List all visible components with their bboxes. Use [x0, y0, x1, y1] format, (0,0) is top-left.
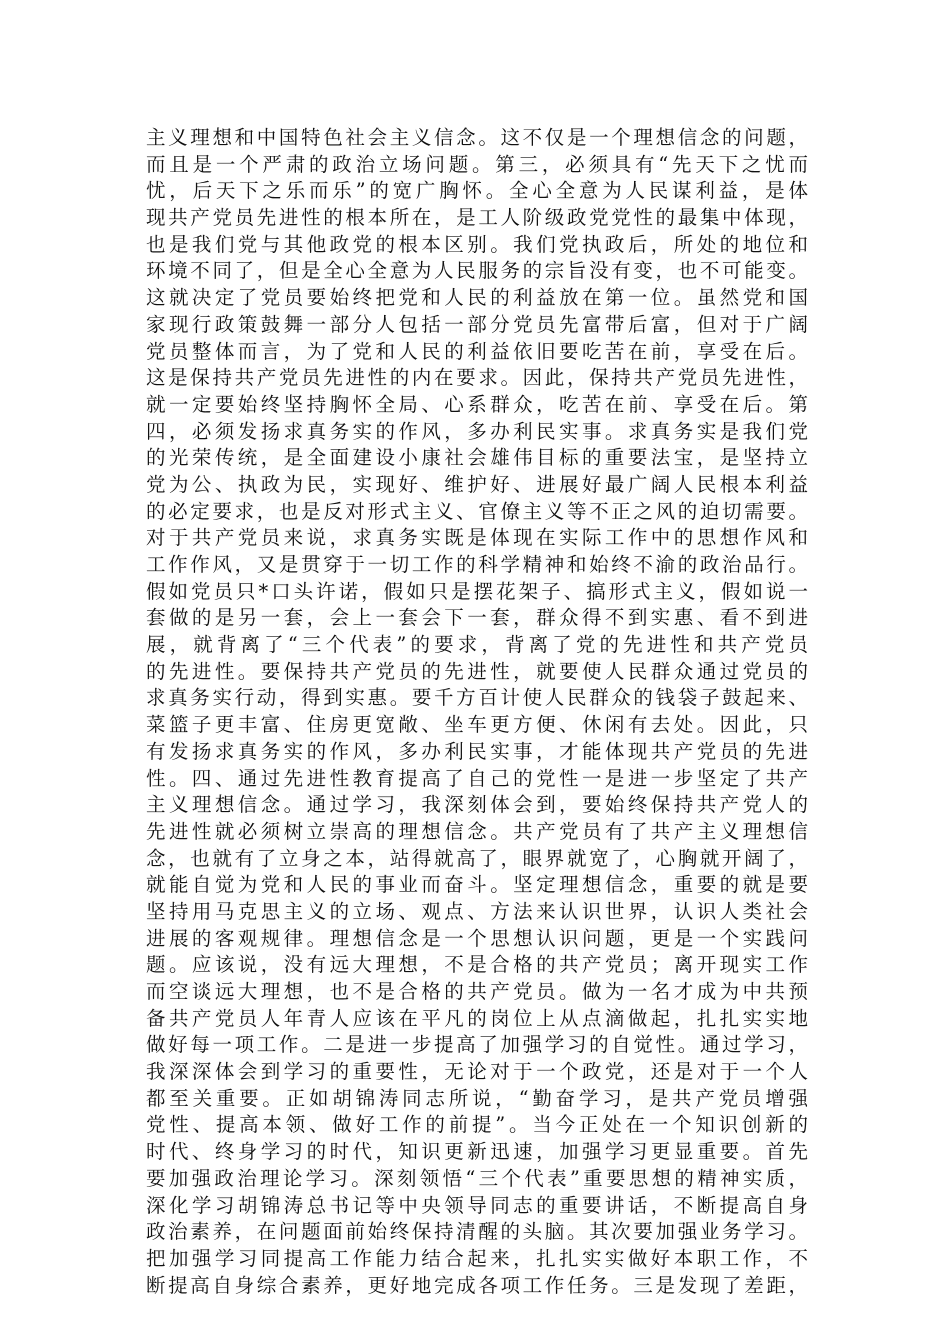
text-line: 坚持用马克思主义的立场、观点、方法来认识世界，认识人类社会: [146, 899, 808, 923]
text-line: 题。应该说，没有远大理想，不是合格的共产党员；离开现实工作: [146, 953, 808, 977]
text-line: 党员整体而言，为了党和人民的利益依旧要吃苦在前，享受在后。: [146, 339, 808, 363]
text-line: 做好每一项工作。二是进一步提高了加强学习的自觉性。通过学习，: [146, 1033, 808, 1057]
text-line: 的必定要求，也是反对形式主义、官僚主义等不正之风的迫切需要。: [146, 499, 808, 523]
text-line: 展，就背离了“三个代表”的要求，背离了党的先进性和共产党员: [146, 633, 808, 657]
text-line: 环境不同了，但是全心全意为人民服务的宗旨没有变，也不可能变。: [146, 259, 808, 283]
text-line: 这就决定了党员要始终把党和人民的利益放在第一位。虽然党和国: [146, 286, 808, 310]
text-line: 家现行政策鼓舞一部分人包括一部分党员先富带后富，但对于广阔: [146, 312, 808, 336]
text-line: 都至关重要。正如胡锦涛同志所说，“勤奋学习，是共产党员增强: [146, 1086, 808, 1110]
body-text: [146, 125, 808, 1299]
text-line: 而空谈远大理想，也不是合格的共产党员。做为一名才成为中共预: [146, 980, 808, 1003]
text-line: 把加强学习同提高工作能力结合起来，扎扎实实做好本职工作，不: [146, 1246, 808, 1270]
text-line: 忧，后天下之乐而乐”的宽广胸怀。全心全意为人民谋利益，是体: [146, 179, 808, 203]
text-line: 菜篮子更丰富、住房更宽敞、坐车更方便、休闲有去处。因此，只: [146, 713, 808, 737]
text-line: 现共产党员先进性的根本所在，是工人阶级政党党性的最集中体现，: [146, 206, 808, 230]
text-line: 有发扬求真务实的作风，多办利民实事，才能体现共产党员的先进: [146, 739, 808, 763]
text-line: 的先进性。要保持共产党员的先进性，就要使人民群众通过党员的: [146, 659, 808, 683]
text-line: 备共产党员人年青人应该在平凡的岗位上从点滴做起，扎扎实实地: [146, 1006, 808, 1030]
text-line: 就一定要始终坚持胸怀全局、心系群众，吃苦在前、享受在后。第: [146, 392, 808, 416]
text-line: 工作作风，又是贯穿于一切工作的科学精神和始终不渝的政治品行。: [146, 553, 808, 576]
text-line: 四，必须发扬求真务实的作风，多办利民实事。求真务实是我们党: [146, 419, 808, 443]
text-line: 先进性就必须树立崇高的理想信念。共产党员有了共产主义理想信: [146, 819, 808, 843]
text-line: 要加强政治理论学习。深刻领悟“三个代表”重要思想的精神实质，: [146, 1166, 808, 1190]
text-line: 进展的客观规律。理想信念是一个思想认识问题，更是一个实践问: [146, 926, 808, 950]
text-line: 党为公、执政为民，实现好、维护好、进展好最广阔人民根本利益: [146, 472, 808, 496]
text-line: 念，也就有了立身之本，站得就高了，眼界就宽了，心胸就开阔了，: [146, 846, 808, 870]
text-line: 就能自觉为党和人民的事业而奋斗。坚定理想信念，重要的就是要: [146, 873, 808, 897]
text-line: 而且是一个严肃的政治立场问题。第三，必须具有“先天下之忧而: [146, 152, 808, 176]
text-line: 主义理想信念。通过学习，我深刻体会到，要始终保持共产党人的: [146, 793, 808, 817]
text-line: 性。四、通过先进性教育提高了自己的党性一是进一步坚定了共产: [146, 766, 808, 790]
text-line: 套做的是另一套，会上一套会下一套，群众得不到实惠、看不到进: [146, 606, 808, 630]
text-line: 的光荣传统，是全面建设小康社会雄伟目标的重要法宝，是坚持立: [146, 446, 808, 470]
text-line: 时代、终身学习的时代，知识更新迅速，加强学习更显重要。首先: [146, 1140, 808, 1164]
text-line: 对于共产党员来说，求真务实既是体现在实际工作中的思想作风和: [146, 526, 808, 550]
text-line: 政治素养，在问题面前始终保持清醒的头脑。其次要加强业务学习。: [146, 1220, 808, 1244]
text-line: 也是我们党与其他政党的根本区别。我们党执政后，所处的地位和: [146, 232, 808, 256]
text-line: 党性、提高本领、做好工作的前提”。当今正处在一个知识创新的: [146, 1113, 808, 1137]
text-line: 我深深体会到学习的重要性，无论对于一个政党，还是对于一个人: [146, 1060, 808, 1084]
text-line: 断提高自身综合素养，更好地完成各项工作任务。三是发现了差距，: [146, 1273, 808, 1297]
text-line: 这是保持共产党员先进性的内在要求。因此，保持共产党员先进性，: [146, 366, 808, 390]
text-line: 深化学习胡锦涛总书记等中央领导同志的重要讲话，不断提高自身: [146, 1193, 808, 1217]
text-line: 求真务实行动，得到实惠。要千方百计使人民群众的钱袋子鼓起来、: [146, 686, 808, 710]
text-line: 主义理想和中国特色社会主义信念。这不仅是一个理想信念的问题，: [146, 126, 808, 149]
text-line: 假如党员只*口头许诺，假如只是摆花架子、搞形式主义，假如说一: [146, 579, 808, 603]
